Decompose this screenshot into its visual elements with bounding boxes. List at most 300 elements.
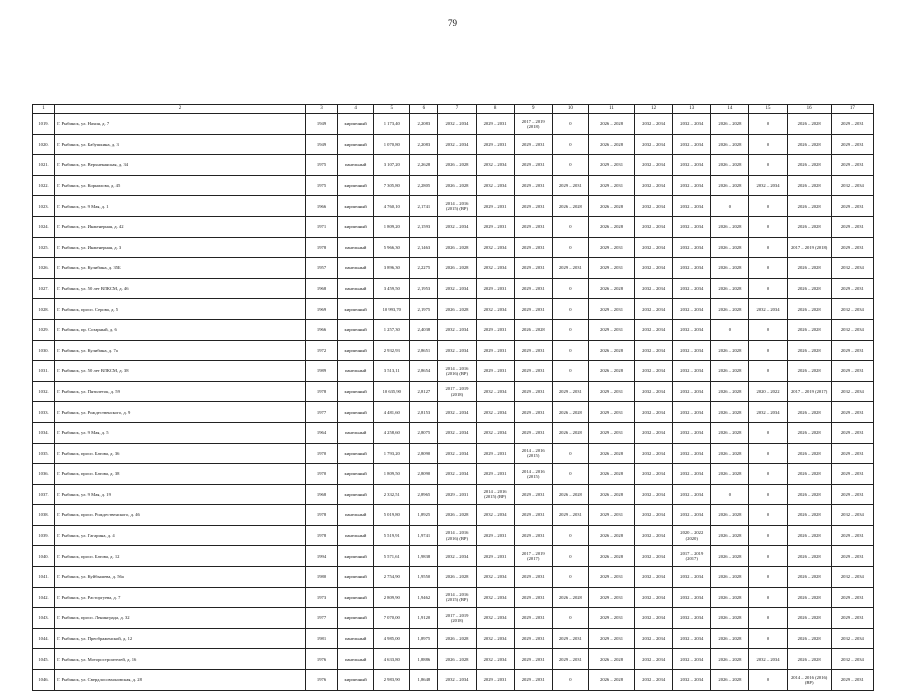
table-cell: 2,2083 — [410, 134, 438, 155]
table-cell: 2026 – 2028 — [787, 546, 831, 567]
table-cell: 2014 – 2016 (2015) (ВР) — [438, 196, 476, 217]
address-cell: Г. Рыбинск, ул. Свердлосовхоновская, д. 28 — [55, 670, 306, 691]
table-cell: 2029 – 2031 — [588, 422, 634, 443]
table-cell: 1976 — [305, 670, 337, 691]
table-cell: 2026 – 2028 — [588, 484, 634, 505]
table-cell: 2032 – 2034 — [476, 381, 514, 402]
table-cell: 2,8090 — [410, 464, 438, 485]
table-cell: 2032 – 2034 — [635, 567, 673, 588]
table-cell: 2032 – 2034 — [476, 649, 514, 670]
table-cell: 2017 – 2019 (2017) — [514, 546, 552, 567]
table-cell: 2026 – 2028 — [711, 443, 749, 464]
table-cell: 1,9838 — [410, 546, 438, 567]
table-cell: 2032 – 2034 — [635, 505, 673, 526]
table-cell: 2026 – 2028 — [438, 649, 476, 670]
table-cell: 2032 – 2034 — [749, 402, 787, 423]
table-row — [33, 175, 874, 196]
table-cell: 2029 – 2031 — [514, 649, 552, 670]
table-cell: 1020. — [33, 134, 55, 155]
table-row — [33, 670, 874, 691]
table-cell: 2014 – 2016 (2015) (ВР) — [476, 484, 514, 505]
table-cell: 2029 – 2031 — [588, 258, 634, 279]
column-header: 7 — [438, 105, 476, 114]
table-cell: 0 — [552, 546, 588, 567]
table-cell: 2026 – 2028 — [438, 175, 476, 196]
table-cell: 2026 – 2028 — [787, 340, 831, 361]
table-cell: 2020 – 2022 — [749, 381, 787, 402]
table-cell: 0 — [711, 484, 749, 505]
table-cell: панельный — [338, 278, 374, 299]
table-cell: кирпичный — [338, 546, 374, 567]
table-body — [33, 114, 874, 691]
table-cell: 2029 – 2031 — [514, 381, 552, 402]
table-cell: 2026 – 2028 — [711, 546, 749, 567]
table-row — [33, 381, 874, 402]
table-cell: 2014 – 2016 (2016) (ВР) — [787, 670, 831, 691]
table-cell: 1039. — [33, 525, 55, 546]
table-row — [33, 237, 874, 258]
table-cell: 0 — [552, 134, 588, 155]
table-cell: 2017 – 2019 (2017) — [787, 381, 831, 402]
table-cell: 2026 – 2028 — [711, 525, 749, 546]
table-cell: 4 633,80 — [374, 649, 410, 670]
table-cell: 1980 — [305, 567, 337, 588]
table-cell: 0 — [711, 319, 749, 340]
table-cell: 0 — [749, 422, 787, 443]
table-cell: 2029 – 2031 — [588, 402, 634, 423]
table-cell: 0 — [749, 196, 787, 217]
table-cell: 2032 – 2034 — [673, 134, 711, 155]
table-cell: 2029 – 2031 — [588, 299, 634, 320]
table-cell: 2026 – 2028 — [787, 134, 831, 155]
table-cell: 0 — [749, 361, 787, 382]
address-cell: Г. Рыбинск, ул. Кулибина, д. 7а — [55, 340, 306, 361]
table-cell: 2029 – 2031 — [514, 175, 552, 196]
table-cell: 2029 – 2031 — [476, 670, 514, 691]
table-cell: 0 — [552, 567, 588, 588]
table-cell: 2032 – 2034 — [673, 278, 711, 299]
table-cell: 2029 – 2031 — [514, 608, 552, 629]
table-cell: 0 — [749, 587, 787, 608]
table-cell: 1 809,50 — [374, 464, 410, 485]
table-cell: 2,8965 — [410, 484, 438, 505]
table-row — [33, 422, 874, 443]
table-cell: 2026 – 2028 — [787, 155, 831, 176]
table-cell: 2032 – 2034 — [673, 628, 711, 649]
table-cell: 2029 – 2031 — [514, 628, 552, 649]
address-cell: Г. Рыбинск, ул. 9 Мая, д. 1 — [55, 196, 306, 217]
table-cell: 1042. — [33, 587, 55, 608]
table-cell: 0 — [552, 608, 588, 629]
table-cell: 2029 – 2031 — [476, 216, 514, 237]
table-cell: 2026 – 2028 — [711, 670, 749, 691]
table-cell: 2032 – 2034 — [476, 155, 514, 176]
table-cell: 0 — [749, 464, 787, 485]
table-cell: 1970 — [305, 443, 337, 464]
repair-schedule-table-container — [32, 104, 874, 691]
table-cell: 2026 – 2028 — [438, 505, 476, 526]
table-cell: 1973 — [305, 587, 337, 608]
table-cell: 2017 – 2019 (2018) — [438, 608, 476, 629]
address-cell: Г. Рыбинск, ул. Моторостроителей, д. 16 — [55, 649, 306, 670]
table-cell: 3 513,11 — [374, 361, 410, 382]
table-cell: 1038. — [33, 505, 55, 526]
table-cell: 2029 – 2031 — [588, 567, 634, 588]
table-cell: 2032 – 2034 — [749, 175, 787, 196]
table-row — [33, 114, 874, 135]
table-cell: 2026 – 2028 — [588, 649, 634, 670]
table-cell: 1969 — [305, 299, 337, 320]
table-cell: 2032 – 2034 — [673, 484, 711, 505]
table-row — [33, 258, 874, 279]
table-cell: 2026 – 2028 — [588, 361, 634, 382]
table-cell: 4 258,60 — [374, 422, 410, 443]
table-cell: 2032 – 2034 — [438, 216, 476, 237]
address-cell: Г. Рыбинск, ул. 50 лет ВЛКСМ, д. 38 — [55, 361, 306, 382]
table-cell: панельный — [338, 258, 374, 279]
table-cell: 2032 – 2034 — [438, 278, 476, 299]
table-cell: 2029 – 2031 — [588, 155, 634, 176]
table-cell: 2029 – 2031 — [514, 196, 552, 217]
table-cell: 2029 – 2031 — [831, 484, 873, 505]
table-row — [33, 278, 874, 299]
table-cell: 2026 – 2028 — [787, 299, 831, 320]
table-cell: 2032 – 2034 — [673, 443, 711, 464]
table-cell: 0 — [711, 196, 749, 217]
table-cell: 2029 – 2031 — [831, 443, 873, 464]
table-cell: панельный — [338, 237, 374, 258]
table-cell: 2014 – 2016 (2015) — [514, 464, 552, 485]
table-cell: кирпичный — [338, 587, 374, 608]
table-cell: 0 — [749, 216, 787, 237]
table-cell: 2014 – 2016 (2016) (ВР) — [438, 525, 476, 546]
table-cell: кирпичный — [338, 567, 374, 588]
table-cell: 2026 – 2028 — [711, 258, 749, 279]
table-cell: 1,9550 — [410, 567, 438, 588]
table-cell: 1019. — [33, 114, 55, 135]
table-cell: кирпичный — [338, 402, 374, 423]
table-cell: 0 — [552, 340, 588, 361]
column-header: 5 — [374, 105, 410, 114]
table-cell: кирпичный — [338, 381, 374, 402]
table-cell: 0 — [749, 608, 787, 629]
table-cell: 2026 – 2028 — [787, 361, 831, 382]
table-cell: 1994 — [305, 546, 337, 567]
table-row — [33, 361, 874, 382]
table-cell: 2032 – 2034 — [673, 319, 711, 340]
table-cell: 2029 – 2031 — [476, 134, 514, 155]
table-row — [33, 216, 874, 237]
table-cell: 0 — [749, 505, 787, 526]
table-cell: 2026 – 2028 — [787, 278, 831, 299]
table-cell: 2029 – 2031 — [476, 464, 514, 485]
table-cell: кирпичный — [338, 464, 374, 485]
table-cell: 2029 – 2031 — [514, 237, 552, 258]
table-cell: 2029 – 2031 — [588, 628, 634, 649]
table-cell: 2026 – 2028 — [711, 175, 749, 196]
table-cell: 2017 – 2019 (2018) — [787, 237, 831, 258]
table-cell: 2032 – 2034 — [438, 114, 476, 135]
table-cell: 2029 – 2031 — [588, 505, 634, 526]
table-cell: 2029 – 2031 — [476, 196, 514, 217]
table-cell: 1981 — [305, 628, 337, 649]
table-cell: 2026 – 2028 — [588, 134, 634, 155]
table-cell: 2029 – 2031 — [514, 134, 552, 155]
table-cell: 2026 – 2028 — [787, 525, 831, 546]
table-cell: 2,8654 — [410, 361, 438, 382]
table-cell: 2029 – 2031 — [514, 155, 552, 176]
table-cell: 2032 – 2034 — [673, 608, 711, 629]
table-cell: панельный — [338, 422, 374, 443]
address-cell: Г. Рыбинск, ул. Рождественского, д. 9 — [55, 402, 306, 423]
table-cell: 1 809,20 — [374, 216, 410, 237]
table-cell: 2032 – 2034 — [635, 670, 673, 691]
table-cell: 0 — [552, 237, 588, 258]
table-cell: 1,9741 — [410, 525, 438, 546]
table-cell: 2,8075 — [410, 422, 438, 443]
table-cell: 0 — [552, 525, 588, 546]
table-cell: 1968 — [305, 278, 337, 299]
table-cell: 2032 – 2034 — [438, 670, 476, 691]
table-cell: 2026 – 2028 — [787, 567, 831, 588]
table-cell: 5 966,30 — [374, 237, 410, 258]
table-cell: 2029 – 2031 — [514, 670, 552, 691]
column-header: 8 — [476, 105, 514, 114]
table-cell: 2029 – 2031 — [514, 278, 552, 299]
table-cell: 2026 – 2028 — [787, 587, 831, 608]
table-cell: 2,1593 — [410, 216, 438, 237]
table-cell: 2032 – 2034 — [438, 422, 476, 443]
address-cell: Г. Рыбинск, ул. Гагарина, д. 4 — [55, 525, 306, 546]
table-cell: 2029 – 2031 — [514, 258, 552, 279]
table-cell: 2 932,93 — [374, 340, 410, 361]
table-cell: 2029 – 2031 — [831, 216, 873, 237]
repair-schedule-table — [32, 104, 874, 691]
table-cell: 2032 – 2034 — [438, 443, 476, 464]
table-cell: 2032 – 2034 — [673, 670, 711, 691]
table-cell: 2032 – 2034 — [635, 402, 673, 423]
table-cell: 2026 – 2028 — [711, 381, 749, 402]
table-cell: 2026 – 2028 — [711, 402, 749, 423]
table-cell: 2026 – 2028 — [552, 587, 588, 608]
table-cell: 2026 – 2028 — [711, 567, 749, 588]
table-cell: панельный — [338, 628, 374, 649]
table-cell: 2026 – 2028 — [438, 237, 476, 258]
table-cell: 0 — [749, 546, 787, 567]
table-row — [33, 196, 874, 217]
table-cell: 2032 – 2034 — [635, 464, 673, 485]
table-cell: панельный — [338, 525, 374, 546]
table-cell: 1028. — [33, 299, 55, 320]
column-header: 2 — [55, 105, 306, 114]
table-cell: 2032 – 2034 — [635, 134, 673, 155]
table-cell: 2032 – 2034 — [831, 258, 873, 279]
table-cell: 2032 – 2034 — [673, 505, 711, 526]
table-cell: 1968 — [305, 484, 337, 505]
table-cell: 2029 – 2031 — [514, 402, 552, 423]
column-header: 9 — [514, 105, 552, 114]
table-cell: 2026 – 2028 — [552, 196, 588, 217]
table-cell: 2032 – 2034 — [673, 361, 711, 382]
table-cell: 1041. — [33, 567, 55, 588]
table-cell: 2029 – 2031 — [588, 237, 634, 258]
table-cell: 2032 – 2034 — [476, 175, 514, 196]
table-header — [33, 105, 874, 114]
table-cell: 2,8090 — [410, 443, 438, 464]
table-cell: 2,2083 — [410, 114, 438, 135]
table-cell: 0 — [749, 443, 787, 464]
table-cell: 2026 – 2028 — [787, 628, 831, 649]
table-cell: 2032 – 2034 — [635, 299, 673, 320]
column-header: 16 — [787, 105, 831, 114]
table-cell: 2029 – 2031 — [552, 175, 588, 196]
table-cell: 2026 – 2028 — [711, 237, 749, 258]
table-cell: 2029 – 2031 — [552, 381, 588, 402]
address-cell: Г. Рыбинск, ул. 50 лет ВЛКСМ, д. 46 — [55, 278, 306, 299]
table-cell: 2032 – 2034 — [476, 258, 514, 279]
table-cell: 2032 – 2034 — [635, 608, 673, 629]
table-cell: 2032 – 2034 — [673, 155, 711, 176]
table-cell: 0 — [749, 628, 787, 649]
table-cell: 1978 — [305, 237, 337, 258]
table-cell: 2032 – 2034 — [476, 587, 514, 608]
table-cell: 2,1741 — [410, 196, 438, 217]
address-cell: Г. Рыбинск, ул. Расторгуева, д. 7 — [55, 587, 306, 608]
table-row — [33, 134, 874, 155]
table-cell: 2,8127 — [410, 381, 438, 402]
table-cell: 2026 – 2028 — [588, 670, 634, 691]
table-cell: 2026 – 2028 — [438, 258, 476, 279]
address-cell: Г. Рыбинск, ул. Верхнекаяская, д. 34 — [55, 155, 306, 176]
table-cell: 2029 – 2031 — [831, 340, 873, 361]
table-cell: 0 — [552, 464, 588, 485]
table-cell: 2032 – 2034 — [673, 237, 711, 258]
table-cell: 2026 – 2028 — [711, 422, 749, 443]
table-cell: 2,1463 — [410, 237, 438, 258]
table-cell: 3 459,50 — [374, 278, 410, 299]
table-cell: 2032 – 2034 — [635, 381, 673, 402]
table-cell: 2032 – 2034 — [438, 402, 476, 423]
address-cell: Г. Рыбинск, ул. Пятилеток, д. 59 — [55, 381, 306, 402]
table-cell: 2026 – 2028 — [787, 443, 831, 464]
table-cell: 2026 – 2028 — [711, 505, 749, 526]
table-cell: 2032 – 2034 — [635, 278, 673, 299]
table-cell: 1,8648 — [410, 670, 438, 691]
table-cell: 2032 – 2034 — [476, 567, 514, 588]
table-cell: 2017 – 2019 (2017) — [673, 546, 711, 567]
table-cell: 2029 – 2031 — [476, 361, 514, 382]
table-cell: 2026 – 2028 — [438, 628, 476, 649]
column-header: 12 — [635, 105, 673, 114]
table-cell: 2032 – 2034 — [673, 258, 711, 279]
table-row — [33, 649, 874, 670]
table-cell: 2032 – 2034 — [635, 649, 673, 670]
table-cell: 1033. — [33, 402, 55, 423]
table-cell: 2032 – 2034 — [635, 114, 673, 135]
address-cell: Г. Рыбинск, ул. Нахия, д. 7 — [55, 114, 306, 135]
table-cell: 0 — [749, 155, 787, 176]
table-row — [33, 587, 874, 608]
table-row — [33, 402, 874, 423]
table-cell: 1025. — [33, 237, 55, 258]
column-header: 4 — [338, 105, 374, 114]
table-cell: 2026 – 2028 — [711, 155, 749, 176]
table-cell: 2029 – 2031 — [831, 134, 873, 155]
table-cell: 1 173,40 — [374, 114, 410, 135]
table-cell: 2032 – 2034 — [635, 587, 673, 608]
address-cell: Г. Рыбинск, просп. Рождественского, д. 46 — [55, 505, 306, 526]
table-cell: 1034. — [33, 422, 55, 443]
table-cell: 2029 – 2031 — [831, 114, 873, 135]
table-cell: панельный — [338, 155, 374, 176]
table-cell: 2029 – 2031 — [831, 155, 873, 176]
table-cell: 2026 – 2028 — [787, 484, 831, 505]
table-cell: 2026 – 2028 — [438, 567, 476, 588]
table-cell: 2029 – 2031 — [514, 587, 552, 608]
table-cell: 1029. — [33, 319, 55, 340]
table-cell: 5 019,80 — [374, 505, 410, 526]
table-cell: 2032 – 2034 — [673, 299, 711, 320]
table-cell: 2026 – 2028 — [711, 649, 749, 670]
table-cell: 2032 – 2034 — [673, 340, 711, 361]
table-cell: 2029 – 2031 — [476, 340, 514, 361]
table-cell: 2026 – 2028 — [588, 525, 634, 546]
table-row — [33, 340, 874, 361]
table-cell: 2026 – 2028 — [787, 319, 831, 340]
table-cell: 2029 – 2031 — [831, 278, 873, 299]
table-cell: 0 — [552, 216, 588, 237]
table-cell: 2029 – 2031 — [588, 608, 634, 629]
table-cell: 2029 – 2031 — [831, 587, 873, 608]
table-cell: 1,8886 — [410, 649, 438, 670]
table-cell: 2032 – 2034 — [438, 319, 476, 340]
table-cell: 2032 – 2034 — [673, 114, 711, 135]
address-cell: Г. Рыбинск, просп. Ленинграда, д. 32 — [55, 608, 306, 629]
table-cell: 2026 – 2028 — [588, 216, 634, 237]
table-cell: 2026 – 2028 — [787, 175, 831, 196]
table-cell: 1036. — [33, 464, 55, 485]
table-cell: 2032 – 2034 — [476, 628, 514, 649]
table-cell: 0 — [552, 361, 588, 382]
table-cell: 2032 – 2034 — [831, 299, 873, 320]
page-number: 79 — [448, 18, 457, 28]
table-cell: 1026. — [33, 258, 55, 279]
table-cell: 1978 — [305, 505, 337, 526]
column-header: 6 — [410, 105, 438, 114]
table-cell: кирпичный — [338, 608, 374, 629]
table-cell: 2032 – 2034 — [673, 216, 711, 237]
table-cell: 2029 – 2031 — [588, 381, 634, 402]
table-cell: 2032 – 2034 — [635, 155, 673, 176]
table-cell: 2026 – 2028 — [552, 484, 588, 505]
table-cell: 2032 – 2034 — [635, 340, 673, 361]
column-header: 13 — [673, 105, 711, 114]
table-cell: 2029 – 2031 — [831, 464, 873, 485]
table-cell: 2029 – 2031 — [552, 649, 588, 670]
table-cell: 2029 – 2031 — [831, 546, 873, 567]
table-cell: 2029 – 2031 — [476, 114, 514, 135]
table-cell: 1964 — [305, 422, 337, 443]
table-cell: 2029 – 2031 — [438, 484, 476, 505]
table-cell: кирпичный — [338, 340, 374, 361]
table-cell: 2026 – 2028 — [787, 402, 831, 423]
address-cell: Г. Рыбинск, просп. Батова, д. 38 — [55, 464, 306, 485]
table-cell: 2029 – 2031 — [514, 422, 552, 443]
table-cell: кирпичный — [338, 484, 374, 505]
table-cell: 0 — [749, 525, 787, 546]
table-cell: 2026 – 2028 — [711, 216, 749, 237]
address-cell: Г. Рыбинск, ул. Инженерная, д. 42 — [55, 216, 306, 237]
